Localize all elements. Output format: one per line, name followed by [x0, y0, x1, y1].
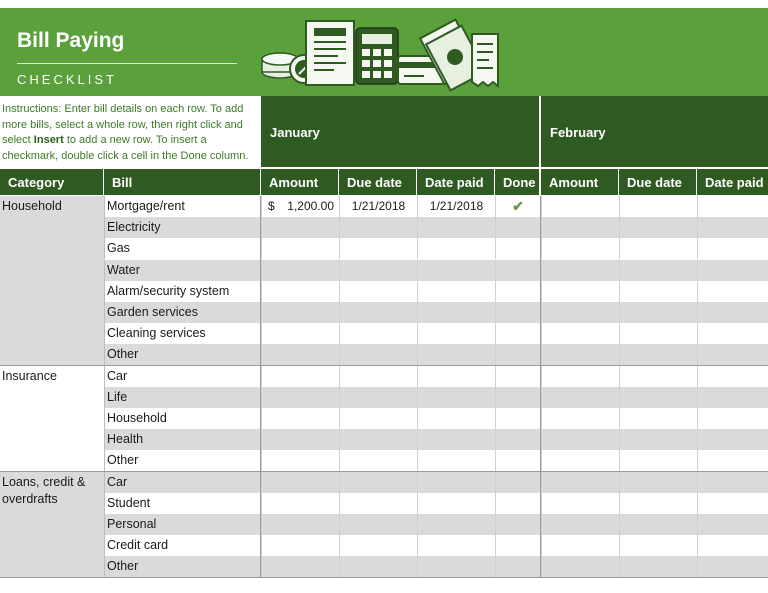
data-cell[interactable] — [495, 450, 540, 471]
data-cell[interactable] — [619, 514, 697, 535]
data-cell[interactable] — [261, 535, 339, 556]
data-cell[interactable] — [541, 196, 619, 217]
data-cell[interactable] — [339, 366, 417, 387]
data-cell[interactable] — [697, 493, 768, 514]
column-header-label: Due date — [627, 175, 682, 190]
data-cell[interactable] — [417, 450, 495, 471]
bill-document-icon — [306, 21, 354, 85]
table-row — [0, 344, 768, 365]
data-cell[interactable] — [541, 238, 619, 259]
amount-cell[interactable] — [261, 196, 339, 217]
table-row — [0, 196, 768, 217]
column-header-label: Date paid — [425, 175, 484, 190]
table-row — [0, 493, 768, 514]
bill-name-cell[interactable]: Car — [104, 472, 260, 493]
data-cell[interactable] — [261, 281, 339, 302]
bill-name-cell[interactable]: Life — [104, 387, 260, 408]
data-cell[interactable] — [339, 238, 417, 259]
data-cell[interactable] — [619, 366, 697, 387]
data-cell[interactable] — [261, 344, 339, 365]
data-cell[interactable] — [261, 408, 339, 429]
data-cell[interactable] — [495, 238, 540, 259]
data-cell[interactable] — [697, 408, 768, 429]
data-cell[interactable] — [541, 387, 619, 408]
data-cell[interactable] — [495, 429, 540, 450]
date-paid-cell[interactable]: 1/21/2018 — [417, 196, 495, 217]
bill-name-cell[interactable]: Other — [104, 450, 260, 471]
data-cell[interactable] — [619, 556, 697, 577]
data-cell[interactable] — [495, 366, 540, 387]
data-cell[interactable] — [495, 514, 540, 535]
data-cell[interactable] — [541, 217, 619, 238]
data-cell[interactable] — [339, 217, 417, 238]
data-cell[interactable] — [339, 429, 417, 450]
bill-name-cell[interactable]: Gas — [104, 238, 260, 259]
data-cell[interactable] — [339, 344, 417, 365]
data-cell[interactable] — [261, 472, 339, 493]
data-cell[interactable] — [697, 344, 768, 365]
column-header-category[interactable] — [0, 169, 103, 195]
data-cell[interactable] — [541, 302, 619, 323]
data-cell[interactable] — [697, 514, 768, 535]
column-header-label: Due date — [347, 175, 402, 190]
column-header-label: Bill — [112, 175, 133, 190]
data-cell[interactable] — [619, 302, 697, 323]
table-row — [0, 238, 768, 259]
data-cell[interactable] — [495, 260, 540, 281]
data-cell[interactable] — [417, 302, 495, 323]
data-cell[interactable] — [261, 450, 339, 471]
data-cell[interactable] — [619, 281, 697, 302]
column-header-label: Category — [8, 175, 65, 190]
data-cell[interactable] — [417, 429, 495, 450]
data-cell[interactable] — [339, 302, 417, 323]
column-header-jan-date-paid[interactable] — [417, 169, 494, 195]
bill-name-cell[interactable]: Other — [104, 344, 260, 365]
data-cell[interactable] — [697, 302, 768, 323]
data-cell[interactable] — [495, 493, 540, 514]
data-cell[interactable] — [619, 450, 697, 471]
month-divider — [260, 196, 261, 578]
bill-name-cell[interactable]: Water — [104, 260, 260, 281]
data-cell[interactable] — [339, 514, 417, 535]
data-cell[interactable] — [541, 472, 619, 493]
data-cell[interactable] — [417, 344, 495, 365]
data-cell[interactable] — [619, 260, 697, 281]
column-header-label: Amount — [549, 175, 599, 190]
due-date-cell[interactable]: 1/21/2018 — [339, 196, 417, 217]
data-cell[interactable] — [495, 302, 540, 323]
data-cell[interactable] — [417, 556, 495, 577]
table-row — [0, 302, 768, 323]
bill-name-cell[interactable]: Household — [104, 408, 260, 429]
data-cell[interactable] — [697, 238, 768, 259]
data-cell[interactable] — [541, 450, 619, 471]
bill-name-cell[interactable]: Credit card — [104, 535, 260, 556]
month-header-february — [541, 96, 768, 167]
bill-name-cell[interactable]: Mortgage/rent — [104, 196, 260, 217]
data-cell[interactable] — [541, 344, 619, 365]
month-divider — [540, 196, 541, 578]
data-cell[interactable] — [619, 344, 697, 365]
column-header-label: Done — [503, 175, 536, 190]
bill-name-cell[interactable]: Car — [104, 366, 260, 387]
data-cell[interactable] — [697, 472, 768, 493]
data-cell[interactable] — [541, 260, 619, 281]
data-cell[interactable] — [339, 472, 417, 493]
data-cell[interactable] — [417, 408, 495, 429]
data-cell[interactable] — [339, 535, 417, 556]
data-cell[interactable] — [697, 196, 768, 217]
data-cell[interactable] — [619, 238, 697, 259]
data-cell[interactable] — [495, 535, 540, 556]
category-cell[interactable]: Loans, credit & overdrafts — [0, 472, 104, 578]
data-cell[interactable] — [541, 281, 619, 302]
data-cell[interactable] — [339, 556, 417, 577]
data-cell[interactable] — [417, 535, 495, 556]
data-cell[interactable] — [697, 281, 768, 302]
data-cell[interactable] — [697, 429, 768, 450]
category-cell[interactable]: Household — [0, 196, 104, 366]
table-row — [0, 556, 768, 577]
data-cell[interactable] — [495, 387, 540, 408]
data-cell[interactable] — [261, 302, 339, 323]
page-title: Bill Paying — [17, 29, 125, 52]
receipt-icon — [472, 34, 498, 86]
data-cell[interactable] — [697, 366, 768, 387]
table-row — [0, 429, 768, 450]
data-cell[interactable] — [697, 260, 768, 281]
data-cell[interactable] — [619, 196, 697, 217]
data-cell[interactable] — [417, 493, 495, 514]
data-cell[interactable] — [495, 408, 540, 429]
data-cell[interactable] — [417, 217, 495, 238]
month-label: February — [550, 125, 606, 140]
data-cell[interactable] — [417, 260, 495, 281]
data-cell[interactable] — [697, 450, 768, 471]
data-cell[interactable] — [417, 281, 495, 302]
data-cell[interactable] — [495, 281, 540, 302]
data-cell[interactable] — [339, 493, 417, 514]
data-cell[interactable] — [541, 493, 619, 514]
data-cell[interactable] — [619, 387, 697, 408]
bill-name-cell[interactable]: Garden services — [104, 302, 260, 323]
data-cell[interactable] — [541, 514, 619, 535]
table-row — [0, 281, 768, 302]
data-cell[interactable] — [339, 408, 417, 429]
data-cell[interactable] — [261, 514, 339, 535]
table-row — [0, 408, 768, 429]
table-row — [0, 217, 768, 238]
instructions-part1: Instructions: Enter bill details on each row. To add more bills, select a whole row, then right click and select — [2, 103, 244, 146]
done-checkmark-icon[interactable]: ✔ — [495, 196, 540, 217]
data-cell[interactable] — [417, 323, 495, 344]
table-row — [0, 472, 768, 493]
data-cell[interactable] — [619, 429, 697, 450]
data-cell[interactable] — [261, 387, 339, 408]
data-cell[interactable] — [697, 387, 768, 408]
data-cell[interactable] — [261, 238, 339, 259]
table-row — [0, 514, 768, 535]
column-header-feb-date-paid[interactable] — [697, 169, 768, 195]
data-cell[interactable] — [541, 556, 619, 577]
data-cell[interactable] — [417, 238, 495, 259]
amount-value: 1,200.00 — [287, 199, 334, 213]
category-cell[interactable]: Insurance — [0, 366, 104, 472]
data-cell[interactable] — [417, 387, 495, 408]
instructions-text — [2, 102, 257, 164]
data-cell[interactable] — [495, 323, 540, 344]
bill-name-cell[interactable]: Cleaning services — [104, 323, 260, 344]
bill-name-cell[interactable]: Other — [104, 556, 260, 577]
data-cell[interactable] — [339, 387, 417, 408]
data-cell[interactable] — [261, 366, 339, 387]
data-cell[interactable] — [619, 493, 697, 514]
title-divider — [17, 63, 237, 64]
data-cell[interactable] — [697, 556, 768, 577]
table-row — [0, 450, 768, 471]
data-cell[interactable] — [339, 323, 417, 344]
currency-symbol: $ — [268, 199, 275, 213]
instructions-part2: to add a new row. To insert a checkmark, double click a cell in the Done column. — [2, 134, 249, 162]
column-header-label: Amount — [269, 175, 319, 190]
bill-name-cell[interactable]: Student — [104, 493, 260, 514]
data-cell[interactable] — [417, 472, 495, 493]
data-cell[interactable] — [261, 493, 339, 514]
data-cell[interactable] — [495, 472, 540, 493]
data-cell[interactable] — [495, 556, 540, 577]
table-row — [0, 387, 768, 408]
data-cell[interactable] — [339, 281, 417, 302]
data-cell[interactable] — [417, 514, 495, 535]
data-cell[interactable] — [417, 366, 495, 387]
data-cell[interactable] — [261, 260, 339, 281]
data-cell[interactable] — [339, 260, 417, 281]
column-header-jan-amount[interactable] — [261, 169, 338, 195]
data-cell[interactable] — [697, 535, 768, 556]
bill-name-cell[interactable]: Alarm/security system — [104, 281, 260, 302]
data-cell[interactable] — [495, 344, 540, 365]
instructions-bold: Insert — [33, 134, 64, 146]
data-cell[interactable] — [261, 323, 339, 344]
data-cell[interactable] — [261, 217, 339, 238]
data-cell[interactable] — [541, 429, 619, 450]
month-label: January — [270, 125, 320, 140]
table-row — [0, 366, 768, 387]
month-header-january — [261, 96, 539, 167]
column-header-bill[interactable] — [104, 169, 260, 195]
data-cell[interactable] — [697, 217, 768, 238]
bill-table — [0, 196, 768, 578]
data-cell[interactable] — [261, 429, 339, 450]
data-cell[interactable] — [541, 323, 619, 344]
bill-name-cell[interactable]: Electricity — [104, 217, 260, 238]
data-cell[interactable] — [541, 408, 619, 429]
data-cell[interactable] — [619, 472, 697, 493]
column-header-jan-due-date[interactable] — [339, 169, 416, 195]
table-row — [0, 535, 768, 556]
category-separator — [0, 577, 768, 578]
data-cell[interactable] — [541, 366, 619, 387]
data-cell[interactable] — [495, 217, 540, 238]
calculator-icon — [356, 28, 398, 84]
data-cell[interactable] — [619, 217, 697, 238]
data-cell[interactable] — [541, 535, 619, 556]
page-subtitle: CHECKLIST — [17, 72, 117, 87]
data-cell[interactable] — [619, 323, 697, 344]
data-cell[interactable] — [339, 450, 417, 471]
column-header-feb-due-date[interactable] — [619, 169, 696, 195]
data-cell[interactable] — [619, 408, 697, 429]
table-row — [0, 323, 768, 344]
column-header-feb-amount[interactable] — [541, 169, 618, 195]
bill-name-cell[interactable]: Personal — [104, 514, 260, 535]
data-cell[interactable] — [619, 535, 697, 556]
data-cell[interactable] — [697, 323, 768, 344]
column-header-jan-done[interactable] — [495, 169, 539, 195]
column-header-label: Date paid — [705, 175, 764, 190]
table-row — [0, 260, 768, 281]
bill-name-cell[interactable]: Health — [104, 429, 260, 450]
finance-illustration — [258, 12, 508, 92]
data-cell[interactable] — [261, 556, 339, 577]
